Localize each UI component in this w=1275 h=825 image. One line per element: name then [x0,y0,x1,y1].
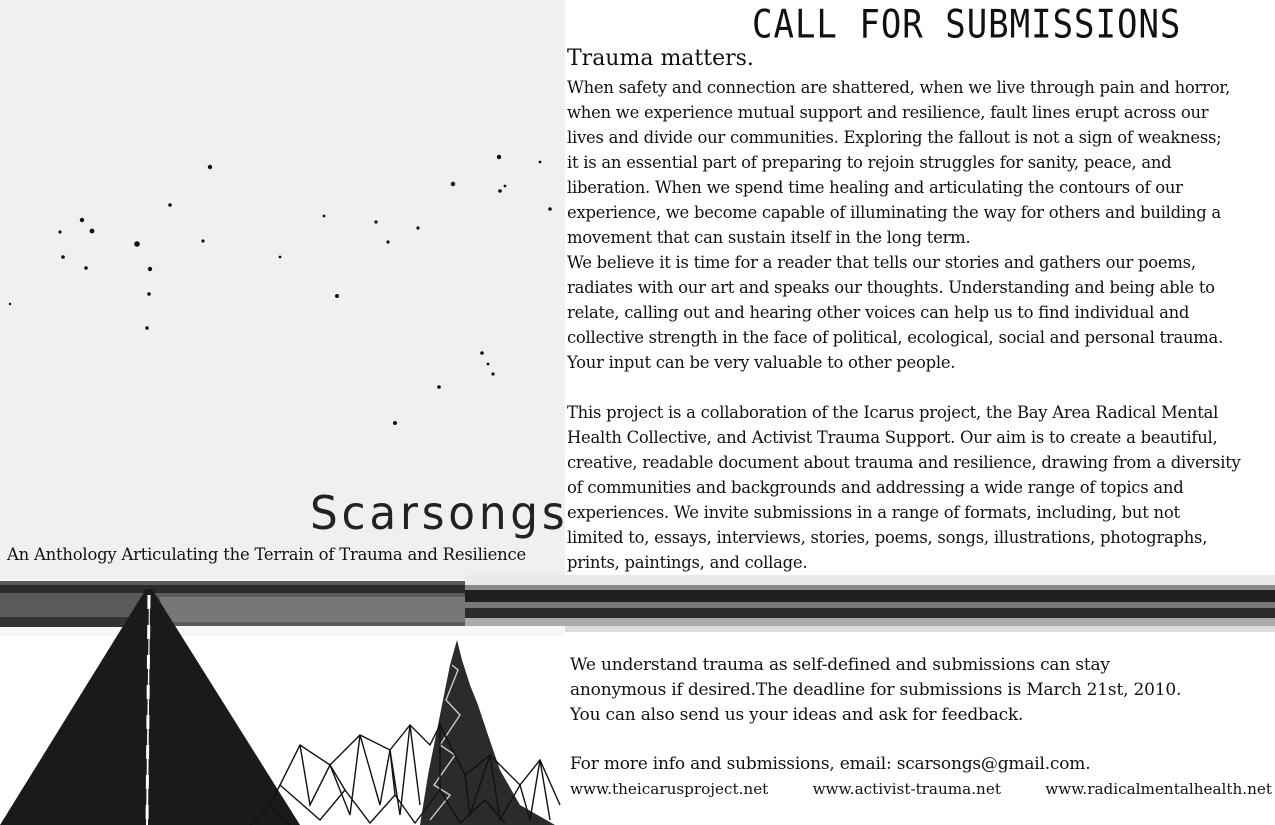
text-line: This project is a collaboration of the Icarus project, the Bay Area Radical Mental [567,403,1219,422]
intro-paragraph [567,75,1230,375]
text-line: it is an essential part of preparing to rejoin struggles for sanity, peace, and [567,153,1172,172]
anthology-subtitle: An Anthology Articulating the Terrain of Trauma and Resilience [7,545,526,564]
text-line: relate, calling out and hearing other voices can help us to find individual and [567,303,1190,322]
trauma-deadline-paragraph [570,653,1181,728]
text-line: creative, readable document about trauma and resilience, drawing from a diversity [567,453,1241,472]
text-line: liberation. When we spend time healing and articulating the contours of our [567,178,1183,197]
anthology-title: Scarsongs [310,486,569,540]
text-line: when we experience mutual support and resilience, fault lines erupt across our [567,103,1209,122]
text-line: collective strength in the face of political, ecological, social and personal trauma. [567,328,1224,347]
text-line: When safety and connection are shattered, when we live through pain and horror, [567,78,1231,97]
text-line: limited to, essays, interviews, stories, poems, songs, illustrations, photographs, [567,528,1208,547]
contact-email-line: For more info and submissions, email: scarsongs@gmail.com. [570,754,1091,774]
text-line: radiates with our art and speaks our thoughts. Understanding and being able to [567,278,1215,297]
collaboration-paragraph [567,400,1241,575]
text-line: lives and divide our communities. Exploring the fallout is not a sign of weakness; [567,128,1222,147]
text-line: experiences. We invite submissions in a range of formats, including, but not [567,503,1180,522]
website-links [570,780,1272,798]
text-line: You can also send us your ideas and ask for feedback. [570,705,1024,725]
link-activist-trauma[interactable]: www.activist-trauma.net [812,780,1001,798]
text-line: of communities and backgrounds and addressing a wide range of topics and [567,478,1184,497]
text-line: Health Collective, and Activist Trauma Support. Our aim is to create a beautiful, [567,428,1218,447]
text-line: experience, we become capable of illuminating the way for others and building a [567,203,1221,222]
text-line: We understand trauma as self-defined and submissions can stay [570,655,1110,675]
link-icarus-project[interactable]: www.theicarusproject.net [570,780,769,798]
text-line: prints, paintings, and collage. [567,553,808,572]
text-line: We believe it is time for a reader that tells our stories and gathers our poems, [567,253,1196,272]
text-line: movement that can sustain itself in the long term. [567,228,971,247]
tagline: Trauma matters. [567,46,754,71]
call-for-submissions-heading: CALL FOR SUBMISSIONS [752,2,1182,48]
text-line: Your input can be very valuable to other people. [567,353,956,372]
link-radical-mental-health[interactable]: www.radicalmentalhealth.net [1045,780,1272,798]
text-line: anonymous if desired.The deadline for submissions is March 21st, 2010. [570,680,1182,700]
